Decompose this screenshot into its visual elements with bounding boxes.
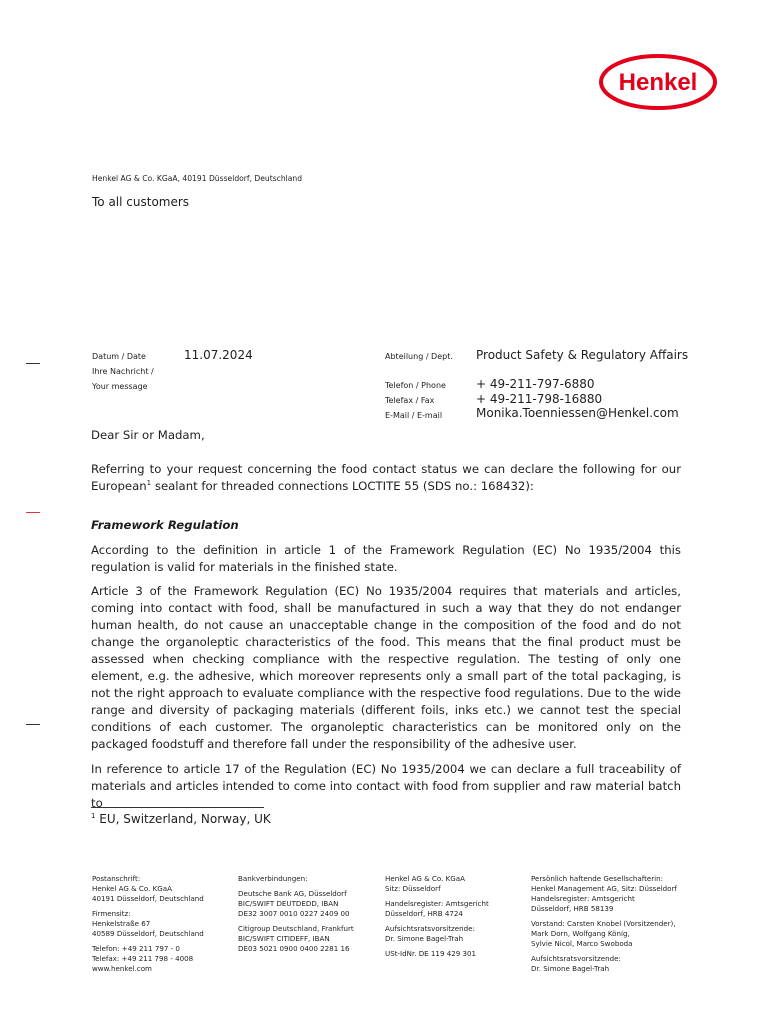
- company-seat: Sitz: Düsseldorf: [385, 884, 441, 893]
- partner-label: Persönlich haftende Gesellschafterin:: [531, 874, 664, 883]
- intro-text-1: Referring to your request concerning the food contact status we can declare the following for our European: [91, 462, 681, 493]
- bank1-bic: BIC/SWIFT DEUTDEDD, IBAN: [238, 899, 339, 908]
- footer-company-column: [385, 874, 489, 959]
- your-message-label-2: Your message: [92, 382, 148, 391]
- board-label: Aufsichtsratsvorsitzende:: [385, 924, 475, 933]
- addressee: To all customers: [92, 195, 190, 209]
- partner-line-3: Düsseldorf, HRB 58139: [531, 904, 614, 913]
- board-name: Dr. Simone Bagel-Trah: [385, 934, 464, 943]
- footer-bank-column: [238, 874, 354, 954]
- footer-website: www.henkel.com: [92, 964, 152, 973]
- phone-label: Telefon / Phone: [385, 381, 446, 390]
- fold-mark-top: [26, 363, 40, 364]
- your-message-label-1: Ihre Nachricht /: [92, 367, 154, 376]
- footnote-ref: 1: [146, 479, 152, 487]
- seat-line-1: Henkelstraße 67: [92, 919, 151, 928]
- executive-line-3: Sylvie Nicol, Marco Swoboda: [531, 939, 633, 948]
- footer-management-column: [531, 874, 677, 974]
- supervisory-board-label: Aufsichtsratsvorsitzende:: [531, 954, 621, 963]
- sender-address-line: Henkel AG & Co. KGaA, 40191 Düsseldorf, Deutschland: [92, 174, 303, 183]
- henkel-logo: [598, 53, 718, 111]
- fax-label: Telefax / Fax: [385, 396, 435, 405]
- supervisory-board-name: Dr. Simone Bagel-Trah: [531, 964, 610, 973]
- footer-fax: Telefax: +49 211 798 - 4008: [92, 954, 194, 963]
- salutation: Dear Sir or Madam,: [91, 428, 205, 442]
- email-label: E-Mail / E-mail: [385, 411, 443, 420]
- dept-label: Abteilung / Dept.: [385, 352, 453, 361]
- bank-label: Bankverbindungen:: [238, 874, 308, 883]
- footer-postal-column: [92, 874, 204, 974]
- postal-line-1: Henkel AG & Co. KGaA: [92, 884, 172, 893]
- email-value: Monika.Toenniessen@Henkel.com: [476, 406, 679, 420]
- seat-line-2: 40589 Düsseldorf, Deutschland: [92, 929, 204, 938]
- company-name: Henkel AG & Co. KGaA: [385, 874, 465, 883]
- postal-line-2: 40191 Düsseldorf, Deutschland: [92, 894, 204, 903]
- postal-label: Postanschrift:: [92, 874, 141, 883]
- fax-value: + 49-211-798-16880: [476, 392, 603, 406]
- register-line-2: Düsseldorf, HRB 4724: [385, 909, 463, 918]
- fold-mark-bottom: [26, 724, 40, 725]
- seat-label: Firmensitz:: [92, 909, 131, 918]
- bank2-name: Citigroup Deutschland, Frankfurt: [238, 924, 354, 933]
- logo-wordmark: Henkel: [618, 69, 698, 96]
- footnote-text: EU, Switzerland, Norway, UK: [99, 812, 271, 826]
- date-value: 11.07.2024: [184, 348, 253, 362]
- date-label: Datum / Date: [92, 352, 146, 361]
- register-line-1: Handelsregister: Amtsgericht: [385, 899, 489, 908]
- partner-line-2: Handelsregister: Amtsgericht: [531, 894, 635, 903]
- paragraph-traceability: In reference to article 17 of the Regulation (EC) No 1935/2004 we can declare a full traceability of materials and articles intended to come into contact with food from supplier and raw material batch to: [91, 762, 681, 810]
- footnote-number: 1: [91, 812, 96, 820]
- paragraph-article-3: Article 3 of the Framework Regulation (EC) No 1935/2004 requires that materials and articles, coming into contact with food, shall be manufactured in such a way that they do not endanger human health, do not cause an unacceptable change in the composition of the food and do not change the organoleptic characteristics of the food. This means that the final product must be assessed when checking compliance with the respective regulation. The testing of only one element, e.g. the adhesive, which moreover represents only a small part of the total packaging, is not the right approach to evaluate compliance with the respective food regulations. Due to the wide range and diversity of packaging materials (different foils, inks etc.) we cannot test the special conditions of each customer. The organoleptic characteristics can be monitored only on the packaged foodstuff and therefore fall under the responsibility of the adhesive user.: [91, 584, 681, 751]
- executive-line-1: Vorstand: Carsten Knobel (Vorsitzender),: [531, 919, 676, 928]
- phone-value: + 49-211-797-6880: [476, 377, 595, 391]
- footnote-rule: [91, 807, 264, 808]
- executive-line-2: Mark Dorn, Wolfgang König,: [531, 929, 630, 938]
- footer-phone: Telefon: +49 211 797 - 0: [92, 944, 180, 953]
- bank2-bic: BIC/SWIFT CITIDEFF, IBAN: [238, 934, 330, 943]
- bank1-name: Deutsche Bank AG, Düsseldorf: [238, 889, 347, 898]
- footnote: [91, 812, 271, 826]
- paragraph-definition: According to the definition in article 1 of the Framework Regulation (EC) No 1935/2004 this regulation is valid for materials in the finished state.: [91, 543, 681, 574]
- partner-line-1: Henkel Management AG, Sitz: Düsseldorf: [531, 884, 677, 893]
- bank2-iban: DE03 5021 0900 0400 2281 16: [238, 944, 350, 953]
- intro-paragraph: [91, 461, 681, 495]
- dept-value: Product Safety & Regulatory Affairs: [476, 348, 689, 362]
- section-heading: Framework Regulation: [91, 518, 239, 532]
- punch-mark: [26, 512, 40, 513]
- bank1-iban: DE32 3007 0010 0227 2409 00: [238, 909, 350, 918]
- intro-text-2: sealant for threaded connections LOCTITE 55 (SDS no.: 168432):: [151, 479, 534, 493]
- vat-id: USt-IdNr. DE 119 429 301: [385, 949, 477, 958]
